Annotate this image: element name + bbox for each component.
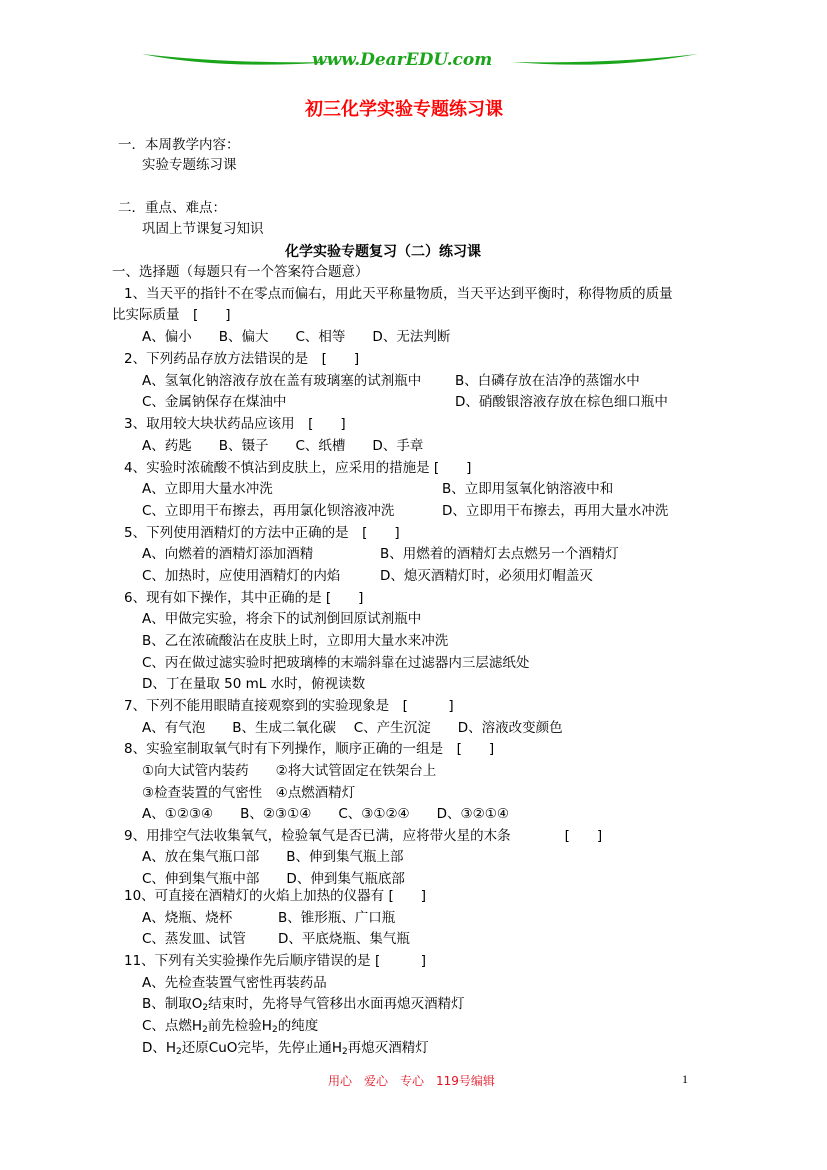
- question-3-options: A、药匙 B、镊子 C、纸槽 D、手章: [142, 438, 424, 454]
- option-b-prefix: B、制取O: [142, 996, 203, 1012]
- subscript: 2: [342, 1047, 348, 1057]
- question-4-option-b: B、立即用氢氧化钠溶液中和: [442, 481, 614, 497]
- question-8-options: A、①②③④ B、②③①④ C、③①②④ D、③②①④: [142, 806, 509, 822]
- page-title: 初三化学实验专题练习课: [305, 99, 503, 120]
- question-6-option-c: C、丙在做过滤实验时把玻璃棒的末端斜靠在过滤器内三层滤纸处: [142, 655, 530, 671]
- question-3: 3、取用较大块状药品应该用 [ ]: [124, 416, 346, 432]
- header-banner: [140, 46, 700, 76]
- subscript: 2: [202, 1003, 209, 1013]
- question-6-option-b: B、乙在浓硫酸沾在皮肤上时，立即用大量水来冲洗: [142, 633, 449, 649]
- footer-text: 用心 爱心 专心 119号编辑: [328, 1074, 495, 1088]
- question-8-steps-1: ①向大试管内装药 ②将大试管固定在铁架台上: [142, 763, 437, 779]
- subscript: 2: [176, 1047, 182, 1057]
- subscript: 2: [271, 1025, 278, 1035]
- question-1-line-1: 1、当天平的指针不在零点而偏右，用此天平称量物质，当天平达到平衡时，称得物质的质量: [124, 286, 673, 302]
- question-6: 6、现有如下操作，其中正确的是 [ ]: [124, 590, 364, 606]
- question-2-option-b: B、白磷存放在洁净的蒸馏水中: [455, 373, 640, 389]
- question-2-option-c: C、金属钠保存在煤油中: [142, 394, 287, 410]
- question-5-option-b: B、用燃着的酒精灯去点燃另一个酒精灯: [380, 546, 619, 562]
- question-11-option-b: [142, 995, 465, 1013]
- question-11: 11、下列有关实验操作先后顺序错误的是 [ ]: [124, 953, 427, 969]
- question-2-option-d: D、硝酸银溶液存放在棕色细口瓶中: [455, 394, 668, 410]
- option-c-middle: 前先检验H: [207, 1018, 272, 1034]
- option-d-suffix: 再熄灭酒精灯: [347, 1040, 429, 1056]
- question-10-option-d: D、平底烧瓶、集气瓶: [278, 931, 410, 947]
- question-7: 7、下列不能用眼睛直接观察到的实验现象是 [ ]: [124, 698, 454, 714]
- exercise-subtitle: 化学实验专题复习（二）练习课: [285, 244, 481, 260]
- question-5-option-d: D、熄灭酒精灯时，必须用灯帽盖灭: [380, 568, 593, 584]
- question-10: 10、可直接在酒精灯的火焰上加热的仪器有 [ ]: [124, 888, 427, 904]
- question-9-options-row-1: A、放在集气瓶口部 B、伸到集气瓶上部: [142, 849, 404, 865]
- section-1-heading: 一．本周教学内容：: [118, 137, 240, 153]
- question-5: 5、下列使用酒精灯的方法中正确的是 [ ]: [124, 525, 400, 541]
- question-6-option-d: D、丁在量取 50 mL 水时，俯视读数: [142, 676, 366, 692]
- page-number: 1: [682, 1072, 688, 1086]
- option-c-suffix: 的纯度: [277, 1018, 319, 1034]
- question-11-option-c: [142, 1017, 318, 1035]
- option-d-prefix: D、H: [142, 1040, 177, 1056]
- question-1-options: A、偏小 B、偏大 C、相等 D、无法判断: [142, 329, 451, 345]
- question-11-option-a: A、先检查装置气密性再装药品: [142, 975, 327, 991]
- question-4-option-c: C、立即用干布擦去，再用氯化钡溶液冲洗: [142, 503, 395, 519]
- question-2: 2、下列药品存放方法错误的是 [ ]: [124, 351, 360, 367]
- header-site-name: www.DearEDU.com: [312, 50, 493, 70]
- section-2-body: 巩固上节课复习知识: [142, 221, 264, 237]
- question-10-option-a: A、烧瓶、烧杯: [142, 910, 233, 926]
- question-8: 8、实验室制取氧气时有下列操作，顺序正确的一组是 [ ]: [124, 741, 495, 757]
- option-d-middle: 还原CuO完毕，先停止通H: [181, 1040, 343, 1056]
- question-1-line-2: 比实际质量 [ ]: [112, 307, 231, 323]
- question-4: 4、实验时浓硫酸不慎沾到皮肤上，应采用的措施是 [ ]: [124, 460, 472, 476]
- question-11-option-d: [142, 1039, 429, 1057]
- question-4-option-a: A、立即用大量水冲洗: [142, 481, 273, 497]
- question-10-option-b: B、锥形瓶、广口瓶: [278, 910, 396, 926]
- question-6-option-a: A、甲做完实验，将余下的试剂倒回原试剂瓶中: [142, 611, 422, 627]
- question-7-options: A、有气泡 B、生成二氧化碳 C、产生沉淀 D、溶液改变颜色: [142, 720, 563, 736]
- question-10-option-c: C、蒸发皿、试管: [142, 931, 246, 947]
- section-1-body: 实验专题练习课: [142, 157, 237, 173]
- section-2-heading: 二．重点、难点：: [118, 200, 226, 216]
- header-swoosh-left: [140, 50, 340, 70]
- question-9: 9、用排空气法收集氧气，检验氧气是否已满，应将带火星的木条 [ ]: [124, 828, 603, 844]
- option-c-prefix: C、点燃H: [142, 1018, 203, 1034]
- header-swoosh-right: [510, 50, 700, 70]
- part-heading: 一、选择题（每题只有一个答案符合题意）: [112, 264, 369, 280]
- question-8-steps-2: ③检查装置的气密性 ④点燃酒精灯: [142, 785, 356, 801]
- question-4-option-d: D、立即用干布擦去，再用大量水冲洗: [442, 503, 669, 519]
- question-5-option-c: C、加热时，应使用酒精灯的内焰: [142, 568, 341, 584]
- question-2-option-a: A、氢氧化钠溶液存放在盖有玻璃塞的试剂瓶中: [142, 373, 422, 389]
- question-5-option-a: A、向燃着的酒精灯添加酒精: [142, 546, 314, 562]
- question-9-options-row-2: C、伸到集气瓶中部 D、伸到集气瓶底部: [142, 871, 405, 887]
- option-b-suffix: 结束时，先将导气管移出水面再熄灭酒精灯: [208, 996, 465, 1012]
- subscript: 2: [202, 1025, 208, 1035]
